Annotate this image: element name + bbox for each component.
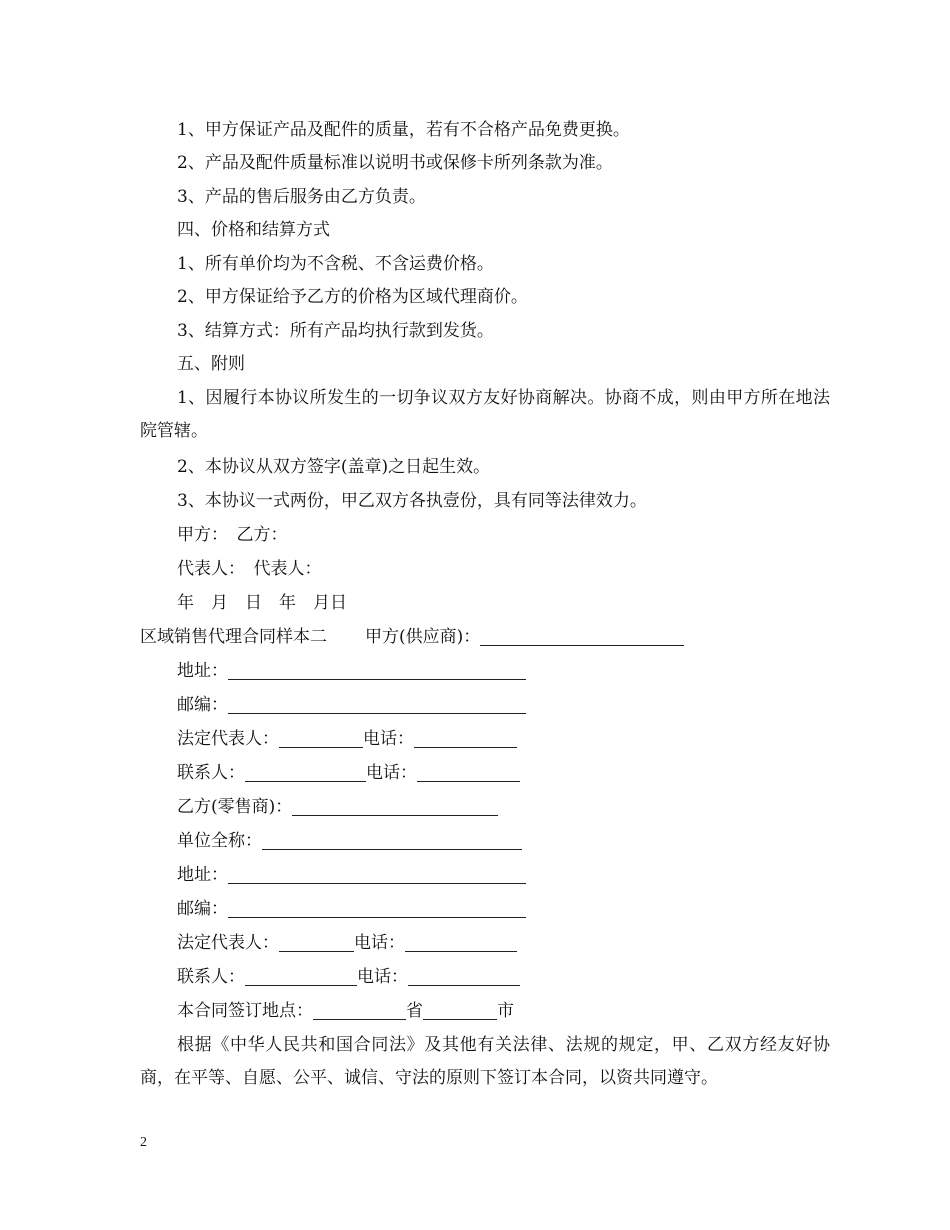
party-a-contact-phone-field[interactable] <box>417 763 520 782</box>
party-b-address-line <box>140 859 830 892</box>
phone-label: 电话： <box>366 763 417 783</box>
party-b-contact-field[interactable] <box>245 967 357 986</box>
postcode-label: 邮编： <box>177 899 228 919</box>
party-b-company-field[interactable] <box>262 831 522 850</box>
company-name-label: 单位全称： <box>177 831 262 851</box>
party-b-postcode-field[interactable] <box>228 899 526 918</box>
clause-copies: 3、本协议一式两份，甲乙双方各执壹份，具有同等法律效力。 <box>177 491 647 511</box>
phone-label: 电话： <box>363 729 414 749</box>
contract-preamble: 根据《中华人民共和国合同法》及其他有关法律、法规的规定，甲、乙双方经友好协商，在平等、自愿、公平、诚信、守法的原则下签订本合同，以资共同遵守。 <box>140 1035 830 1088</box>
party-b-legal-rep-field[interactable] <box>279 933 354 952</box>
sample2-title-line <box>140 621 830 654</box>
clause-unit-price: 1、所有单价均为不含税、不含运费价格。 <box>177 254 494 274</box>
phone-label: 电话： <box>357 967 408 987</box>
phone-label: 电话： <box>354 933 405 953</box>
postcode-label: 邮编： <box>177 695 228 715</box>
city-label: 市 <box>497 1001 514 1021</box>
section-heading-price: 四、价格和结算方式 <box>177 220 330 240</box>
party-a-field[interactable] <box>480 627 684 646</box>
clause-settlement: 3、结算方式：所有产品均执行款到发货。 <box>177 321 494 341</box>
section-heading-appendix: 五、附则 <box>177 354 245 374</box>
party-a-postcode-field[interactable] <box>228 695 526 714</box>
party-b-legal-rep-line <box>140 927 830 960</box>
party-a-legal-rep-line <box>140 723 830 756</box>
party-b-field[interactable] <box>292 797 498 816</box>
clause-dispute: 1、因履行本协议所发生的一切争议双方友好协商解决。协商不成，则由甲方所在地法院管辖。 <box>140 388 830 441</box>
party-b-company-line <box>140 825 830 858</box>
party-a-contact-field[interactable] <box>245 763 366 782</box>
address-label: 地址： <box>177 865 228 885</box>
sign-province-field[interactable] <box>313 1001 406 1020</box>
signature-date: 年 月 日 年 月日 <box>177 593 347 613</box>
sign-place-label: 本合同签订地点： <box>177 1001 313 1021</box>
contact-label: 联系人： <box>177 763 245 783</box>
clause-effective: 2、本协议从双方签字(盖章)之日起生效。 <box>177 457 491 477</box>
party-a-label: 甲方(供应商)： <box>365 627 481 647</box>
sign-place-line <box>140 995 830 1028</box>
sample2-title: 区域销售代理合同样本二 <box>140 627 327 647</box>
clause-quality-standard: 2、产品及配件质量标准以说明书或保修卡所列条款为准。 <box>177 153 613 173</box>
party-a-address-field[interactable] <box>228 661 526 680</box>
clause-agent-price: 2、甲方保证给予乙方的价格为区域代理商价。 <box>177 287 528 307</box>
party-a-address-line <box>140 655 830 688</box>
party-b-address-field[interactable] <box>228 865 526 884</box>
party-b-postcode-line <box>140 893 830 926</box>
party-b-line <box>140 791 830 824</box>
province-label: 省 <box>406 1001 423 1021</box>
clause-after-sales: 3、产品的售后服务由乙方负责。 <box>177 187 426 207</box>
party-a-phone-field[interactable] <box>414 729 517 748</box>
party-b-label: 乙方(零售商)： <box>177 797 293 817</box>
sign-city-field[interactable] <box>423 1001 497 1020</box>
party-a-postcode-line <box>140 689 830 722</box>
party-b-contact-phone-field[interactable] <box>408 967 520 986</box>
address-label: 地址： <box>177 661 228 681</box>
legal-rep-label: 法定代表人： <box>177 933 279 953</box>
party-b-contact-line <box>140 961 830 994</box>
legal-rep-label: 法定代表人： <box>177 729 279 749</box>
signature-representatives: 代表人： 代表人： <box>177 559 322 579</box>
contact-label: 联系人： <box>177 967 245 987</box>
party-a-legal-rep-field[interactable] <box>279 729 363 748</box>
page-number: 2 <box>140 1135 147 1150</box>
party-b-phone-field[interactable] <box>405 933 517 952</box>
clause-quality-guarantee: 1、甲方保证产品及配件的质量，若有不合格产品免费更换。 <box>177 120 630 140</box>
party-a-contact-line <box>140 757 830 790</box>
signature-parties: 甲方： 乙方： <box>177 525 288 545</box>
